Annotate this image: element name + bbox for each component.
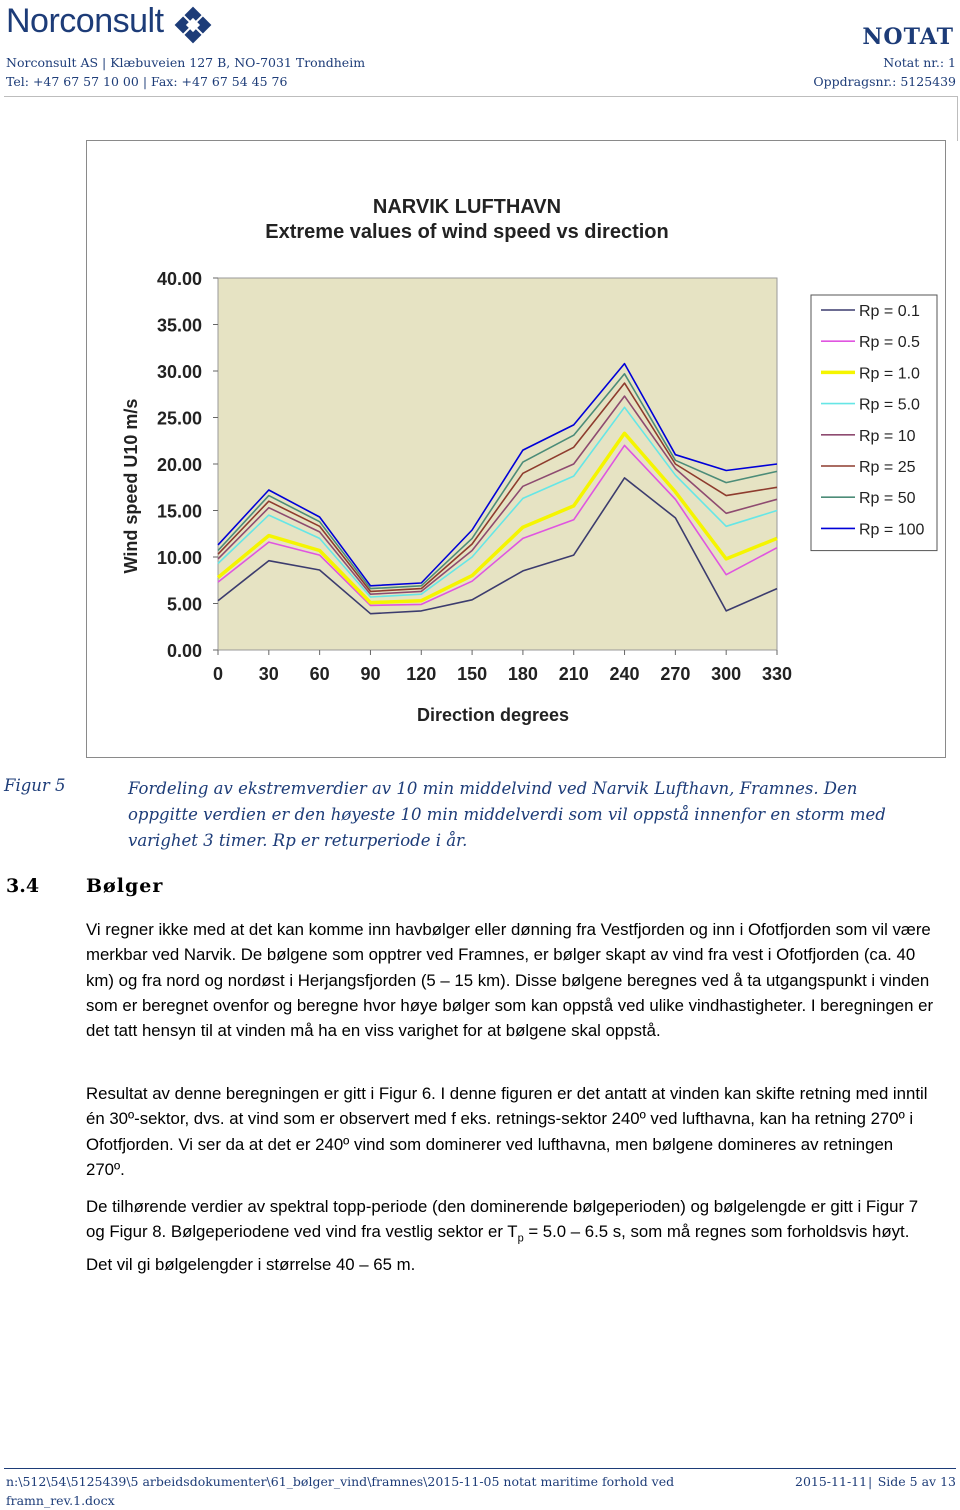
figure-caption: Fordeling av ekstremverdier av 10 min middelvind ved Narvik Lufthavn, Framnes. Den oppgitte verdien er den høyeste 10 min middelverdi som vil oppstå innenfor en storm med varighet 3 timer. Rp er returperiode i år. bbox=[128, 779, 886, 850]
footer-divider bbox=[4, 1468, 956, 1469]
y-tick-label: 10.00 bbox=[156, 548, 202, 568]
footer-file-name: framn_rev.1.docx bbox=[6, 1493, 115, 1508]
norconsult-logo-icon bbox=[170, 2, 216, 48]
x-tick-label: 330 bbox=[761, 664, 793, 684]
wind-chart-figure bbox=[86, 140, 946, 758]
paragraph-1 bbox=[86, 917, 936, 1043]
x-tick-label: 90 bbox=[360, 664, 381, 684]
section-number: 3.4 bbox=[6, 875, 40, 897]
doc-type-title: NOTAT bbox=[862, 24, 954, 50]
paragraph-2 bbox=[86, 1081, 936, 1182]
figure-label: Figur 5 bbox=[4, 776, 66, 795]
chart-subtitle: Extreme values of wind speed vs direction bbox=[265, 221, 669, 243]
legend-label: Rp = 10 bbox=[859, 427, 916, 445]
legend-label: Rp = 5.0 bbox=[859, 396, 920, 414]
paragraph-3-subscript: p bbox=[517, 1232, 524, 1245]
y-tick-label: 30.00 bbox=[156, 362, 202, 382]
notat-number: Notat nr.: 1 bbox=[883, 55, 956, 70]
legend-label: Rp = 50 bbox=[859, 490, 916, 508]
plot-area bbox=[218, 278, 777, 650]
legend-label: Rp = 0.5 bbox=[859, 334, 920, 352]
header-margin-bracket bbox=[943, 96, 958, 141]
y-tick-label: 15.00 bbox=[156, 501, 202, 522]
footer-page-number: Side 5 av 13 bbox=[877, 1474, 956, 1489]
header-divider bbox=[4, 96, 946, 97]
chart-title: NARVIK LUFTHAVN bbox=[372, 196, 562, 218]
x-tick-label: 120 bbox=[406, 664, 437, 684]
paragraph-3-text-a: De tilhørende verdier av spektral topp-periode (den dominerende bølgeperioden) og bølgelengde er gitt i Figur 7 og Figur 8. Bølgeperiodene ved vind fra vestlig sektor er T bbox=[86, 1197, 919, 1242]
footer-date: 2015-11-11 bbox=[795, 1474, 868, 1489]
company-contact: Tel: +47 67 57 10 00 | Fax: +47 67 54 45 76 bbox=[6, 74, 288, 89]
footer-file-path: n:\512\54\5125439\5 arbeidsdokumenter\61_bølger_vind\framnes\2015-11-05 notat maritime forhold ved bbox=[6, 1474, 675, 1489]
legend-label: Rp = 25 bbox=[859, 459, 916, 476]
x-tick-label: 0 bbox=[212, 664, 224, 684]
y-tick-label: 25.00 bbox=[156, 408, 202, 429]
chart-ylabel: Wind speed U10 m/s bbox=[121, 398, 141, 574]
y-tick-label: 35.00 bbox=[156, 315, 202, 336]
paragraph-3-text-b: = 5.0 – 6.5 s, som må regnes som forholdsvis høyt. Det vil gi bølgelengder i størrelse 40 – 65 m. bbox=[86, 1222, 910, 1274]
x-tick-label: 300 bbox=[711, 664, 742, 684]
assignment-number: Oppdragsnr.: 5125439 bbox=[813, 74, 956, 89]
legend-label: Rp = 0.1 bbox=[859, 303, 920, 320]
x-tick-label: 270 bbox=[660, 664, 691, 684]
x-tick-label: 240 bbox=[609, 664, 640, 684]
x-tick-label: 180 bbox=[507, 664, 538, 684]
paragraph-2-text: Resultat av denne beregningen er gitt i Figur 6. I denne figuren er det antatt at vinden kan skifte retning med inntil én 30º-sektor, dvs. at vind som er observert med f eks. retnings-sektor 240º ved lufthavna, kan ha retning 270º i Ofotfjorden. Vi ser da at det er 240º vind som dominerer ved lufthavna, men bølgene domineres av retningen 270º. bbox=[86, 1084, 928, 1179]
y-tick-label: 0.00 bbox=[166, 641, 202, 661]
chart-xlabel: Direction degrees bbox=[416, 705, 570, 725]
paragraph-3 bbox=[86, 1194, 936, 1277]
section-title: Bølger bbox=[86, 875, 164, 897]
legend-label: Rp = 100 bbox=[859, 521, 925, 539]
company-logo-text: Norconsult bbox=[6, 2, 164, 40]
x-tick-label: 210 bbox=[558, 664, 589, 684]
paragraph-1-text: Vi regner ikke med at det kan komme inn havbølger eller dønning fra Vestfjorden og inn i Ofotfjorden som vil være merkbar ved Narvik. De bølgene som opptrer ved Framnes, er bølger skapt av vind fra vest i Ofotfjorden (ca. 40 km) og fra nord og nordøst i Herjangsfjorden (5 – 15 km). Disse bølgene beregnes ved å ta utgangspunkt i vinden som er beregnet ovenfor og beregne hvor høye bølger som kan oppstå ved ulike vindhastigheter. I beregningen er det tatt hensyn til at vinden må ha en viss varighet for at bølgene skal oppstå. bbox=[86, 920, 934, 1041]
y-tick-label: 5.00 bbox=[166, 594, 202, 615]
y-tick-label: 40.00 bbox=[156, 269, 202, 289]
x-tick-label: 30 bbox=[258, 664, 279, 684]
footer-separator: | bbox=[868, 1474, 873, 1489]
x-tick-label: 150 bbox=[457, 664, 488, 684]
x-tick-label: 60 bbox=[309, 664, 330, 684]
y-tick-label: 20.00 bbox=[156, 455, 202, 475]
legend-label: Rp = 1.0 bbox=[859, 365, 920, 383]
wind-speed-chart bbox=[87, 141, 945, 757]
company-address: Norconsult AS | Klæbuveien 127 B, NO-7031 Trondheim bbox=[6, 55, 366, 70]
